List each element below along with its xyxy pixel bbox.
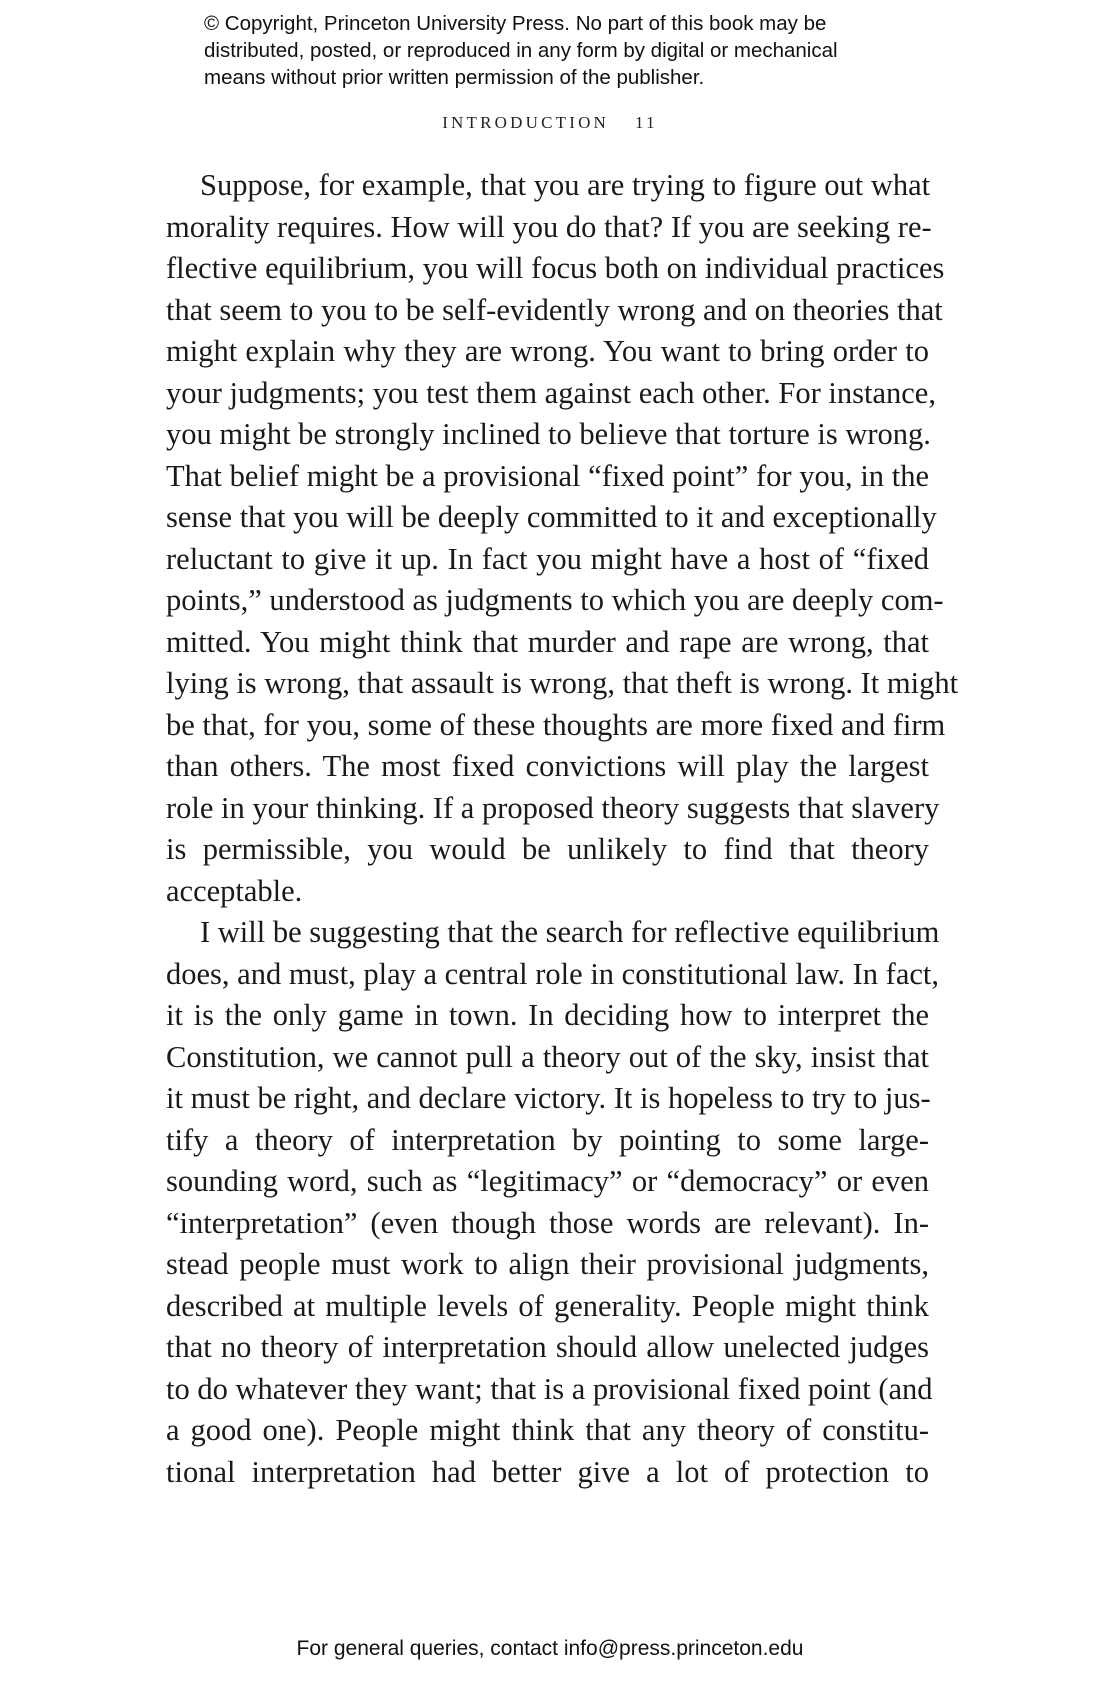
text-line: that seem to you to be self-evidently wrong and on theories that [166,292,943,327]
text-line: it must be right, and declare victory. It is hopeless to try to jus- [166,1081,931,1115]
text-line: acceptable. [166,873,303,908]
text-line: stead people must work to align their provisional judgments, [166,1247,929,1281]
text-line: reluctant to give it up. In fact you might have a host of “fixed [166,541,929,576]
text-line: mitted. You might think that murder and rape are wrong, that [166,624,929,659]
running-head [0,113,1100,133]
text-line: tify a theory of interpretation by pointing to some large- [166,1122,929,1157]
text-line: sounding word, such as “legitimacy” or “democracy” or even [166,1164,929,1198]
text-line: that no theory of interpretation should allow unelected judges [166,1330,929,1364]
text-line: lying is wrong, that assault is wrong, that theft is wrong. It might [166,666,959,700]
text-line: That belief might be a provisional “fixed point” for you, in the [166,458,929,493]
text-line: than others. The most fixed convictions will play the largest [166,749,929,783]
text-line: does, and must, play a central role in constitutional law. In fact, [166,956,939,991]
copyright-notice [204,10,924,91]
text-line: described at multiple levels of generality. People might think [166,1288,929,1323]
running-head-section: INTRODUCTION [442,113,610,132]
text-line: I will be suggesting that the search for reflective equilibrium [200,915,940,949]
text-line: Suppose, for example, that you are trying to figure out what [200,168,931,202]
text-line: sense that you will be deeply committed to it and exceptionally [166,500,937,534]
text-line: morality requires. How will you do that? If you are seeking re- [166,209,932,244]
copyright-line: means without prior written permission of the publisher. [204,66,705,89]
text-line: is permissible, you would be unlikely to find that theory [166,832,929,866]
text-line: be that, for you, some of these thoughts are more fixed and firm [166,707,946,742]
text-line: role in your thinking. If a proposed theory suggests that slavery [166,790,940,825]
footer-contact: For general queries, contact info@press.princeton.edu [296,1637,804,1660]
text-line: might explain why they are wrong. You want to bring order to [166,334,929,368]
text-line: “interpretation” (even though those words are relevant). In- [166,1205,929,1240]
text-line: flective equilibrium, you will focus both on individual practices [166,251,945,285]
page-number: 11 [635,113,658,132]
text-line: tional interpretation had better give a lot of protection to [166,1454,929,1489]
text-line: points,” understood as judgments to which you are deeply com- [166,583,944,617]
text-line: you might be strongly inclined to believe that torture is wrong. [166,417,931,451]
paragraph [166,165,959,912]
copyright-line: distributed, posted, or reproduced in any form by digital or mechanical [204,39,838,62]
text-line: a good one). People might think that any theory of constitu- [166,1413,929,1447]
text-line: Constitution, we cannot pull a theory out of the sky, insist that [166,1039,929,1074]
body-text [166,165,959,1493]
text-line: it is the only game in town. In deciding how to interpret the [166,998,929,1032]
paragraph [166,912,940,1493]
text-line: to do whatever they want; that is a provisional fixed point (and [166,1371,933,1406]
text-line: your judgments; you test them against each other. For instance, [166,375,936,410]
copyright-line: © Copyright, Princeton University Press. No part of this book may be [204,12,827,35]
